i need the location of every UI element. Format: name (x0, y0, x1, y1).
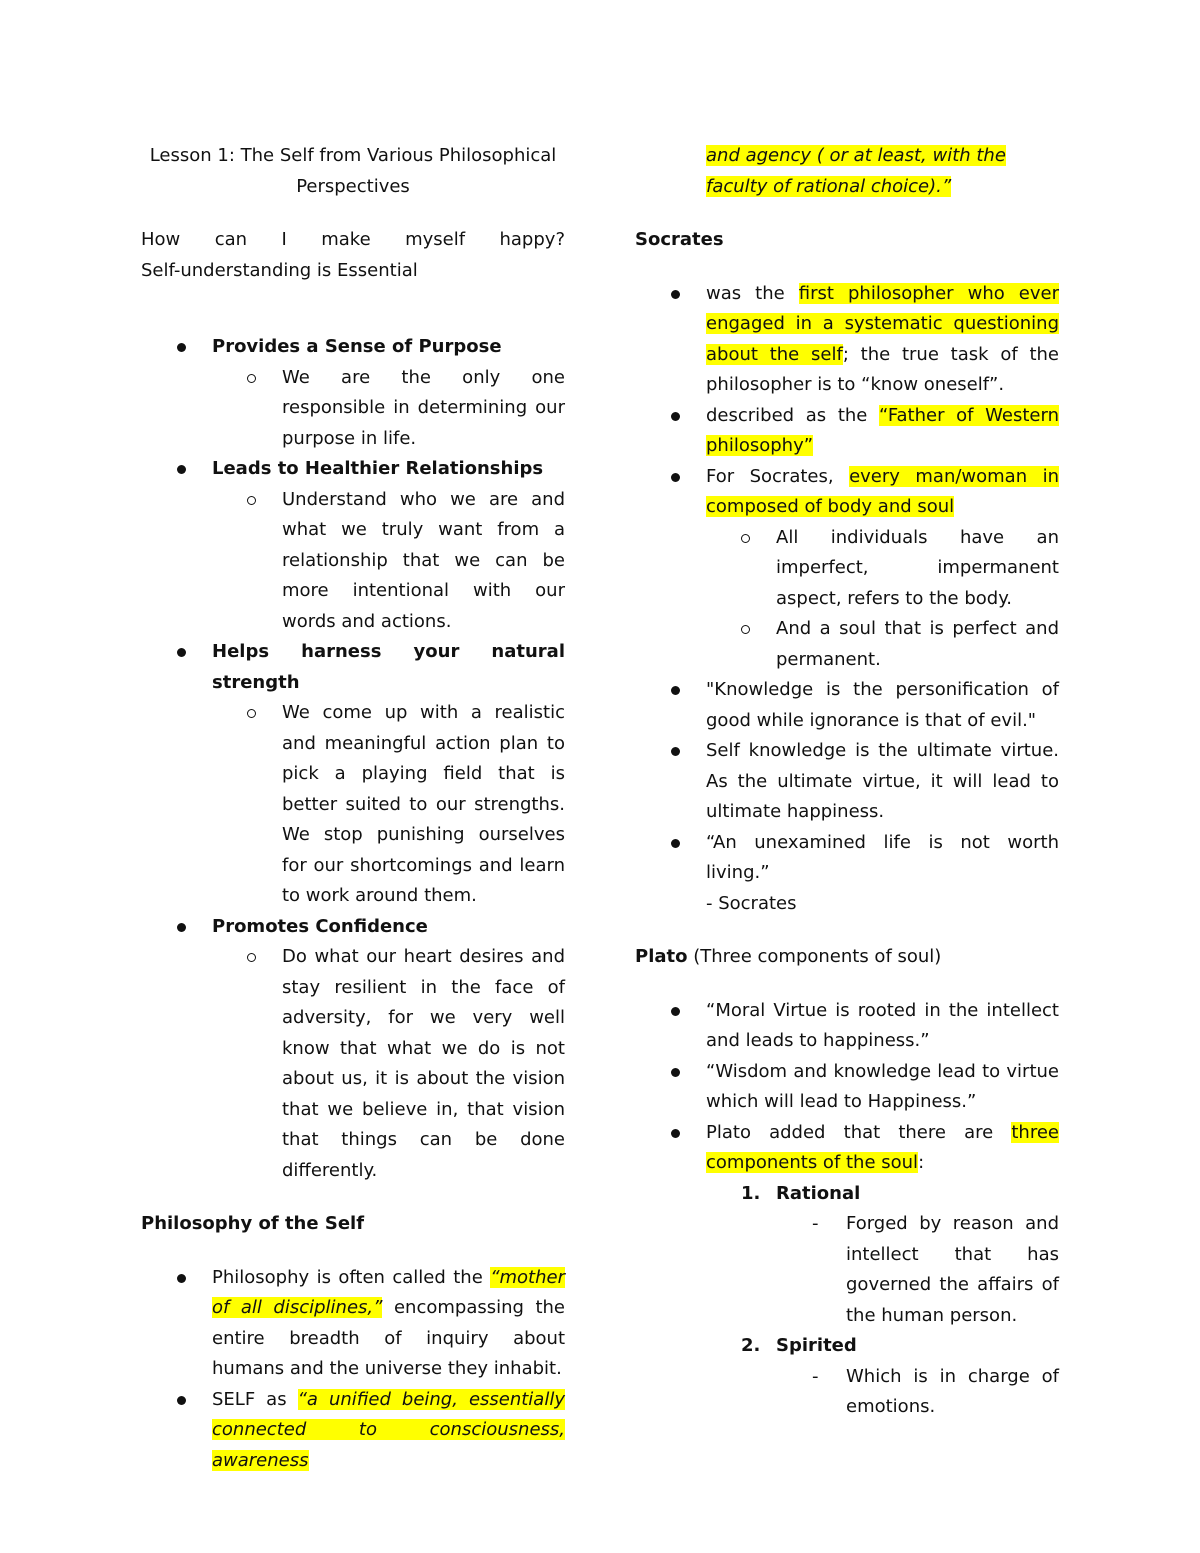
dash-bullet-icon: - (812, 1213, 819, 1234)
bullet-icon (177, 332, 186, 363)
list-item (141, 363, 565, 455)
text-segment: For Socrates, (706, 465, 850, 487)
highlighted-text: “a unified being, essentially connected to consciousness, awareness (212, 1388, 565, 1471)
text-segment: was the (706, 282, 799, 304)
bullet-icon (177, 912, 186, 943)
benefit-heading: Helps harness your natural strength (212, 641, 565, 693)
quote-text: “Moral Virtue is rooted in the intellect and leads to happiness.” (706, 999, 1059, 1051)
bullet-icon (671, 736, 680, 767)
list-item (635, 1362, 1059, 1423)
component-description: Forged by reason and intellect that has governed the affairs of the human person. (846, 1213, 1059, 1326)
bullet-icon (671, 675, 680, 706)
component-name: Spirited (776, 1335, 857, 1356)
list-item (141, 485, 565, 638)
list-item (141, 454, 565, 485)
circle-bullet-icon (247, 698, 256, 729)
highlighted-text: first philosopher who ever engaged in a systematic questioning about the self (706, 282, 1059, 365)
bullet-icon (671, 996, 680, 1027)
quote-text: "Knowledge is the personification of good while ignorance is that of evil." (706, 679, 1059, 731)
intro-statement: Self-understanding is Essential (141, 259, 418, 281)
list-item (635, 401, 1059, 462)
quote-attribution: - Socrates (706, 892, 797, 914)
heading-rest-part: (Three components of soul) (687, 946, 942, 967)
bullet-icon (177, 454, 186, 485)
list-item (635, 462, 1059, 523)
bullet-icon (671, 828, 680, 859)
continuation-text (635, 141, 1059, 202)
text-segment: encompassing the entire breadth of inquiry about humans and the universe they inhabit. (212, 1297, 565, 1379)
list-item (635, 1118, 1059, 1179)
text-segment: ; the true task of the philosopher is to “know oneself”. (706, 343, 1059, 395)
list-item (141, 912, 565, 943)
left-column (141, 141, 565, 1476)
right-column (635, 141, 1059, 1423)
benefit-heading: Promotes Confidence (212, 915, 428, 937)
list-item (141, 332, 565, 363)
list-item (635, 1209, 1059, 1331)
bullet-icon (177, 1385, 186, 1416)
list-item (141, 637, 565, 698)
section-heading: Philosophy of the Self (141, 1213, 365, 1234)
list-item (635, 1057, 1059, 1118)
bullet-icon (671, 1057, 680, 1088)
text-segment: SELF as (212, 1388, 298, 1410)
benefit-heading: Provides a Sense of Purpose (212, 336, 502, 357)
item-number: 1. (741, 1182, 761, 1204)
list-item (141, 1263, 565, 1385)
intro-question: How can I make myself happy? (141, 229, 565, 250)
item-text: Self knowledge is the ultimate virtue. As the ultimate virtue, it will lead to ultimate happiness. (706, 740, 1059, 822)
highlighted-text: “Father of Western philosophy” (706, 404, 1059, 456)
bullet-icon (671, 401, 680, 432)
bullet-icon (177, 1263, 186, 1294)
text-segment: Philosophy is often called the (212, 1266, 491, 1288)
numbered-item (635, 1179, 1059, 1210)
circle-bullet-icon (247, 942, 256, 973)
list-item (141, 1385, 565, 1477)
circle-bullet-icon (247, 485, 256, 516)
item-number: 2. (741, 1335, 761, 1356)
lesson-title: Lesson 1: The Self from Various Philosophical Perspectives (149, 145, 557, 197)
dash-bullet-icon: - (812, 1365, 819, 1387)
highlighted-text: three components of the soul (706, 1121, 1059, 1173)
list-item (635, 523, 1059, 615)
list-item (635, 614, 1059, 675)
benefit-detail: We are the only one responsible in determining our purpose in life. (282, 366, 565, 449)
highlighted-text: “mother of all disciplines,” (212, 1266, 565, 1318)
section-heading: Socrates (635, 229, 724, 250)
list-item (141, 698, 565, 912)
bullet-icon (671, 279, 680, 310)
component-description: Which is in charge of emotions. (846, 1365, 1059, 1417)
sub-item-text: All individuals have an imperfect, impermanent aspect, refers to the body. (776, 526, 1059, 609)
list-item (141, 942, 565, 1186)
highlighted-text: every man/woman in composed of body and soul (706, 465, 1059, 517)
component-name: Rational (776, 1182, 861, 1204)
list-item (635, 736, 1059, 828)
sub-item-text: And a soul that is perfect and permanent. (776, 618, 1059, 670)
list-item (635, 279, 1059, 401)
quote-text: “Wisdom and knowledge lead to virtue which will lead to Happiness.” (706, 1060, 1059, 1112)
highlighted-text: and agency ( or at least, with the faculty of rational choice).” (706, 145, 1006, 197)
circle-bullet-icon (247, 363, 256, 394)
list-item (635, 675, 1059, 736)
quote-text: “An unexamined life is not worth living.” (706, 831, 1059, 883)
text-segment: Plato added that there are (706, 1121, 1012, 1143)
benefit-detail: We come up with a realistic and meaningful action plan to pick a playing field that is better suited to our strengths. We stop punishing ourselves for our shortcomings and learn to work around them. (282, 702, 565, 906)
section-heading (635, 942, 1059, 973)
benefit-detail: Understand who we are and what we truly want from a relationship that we can be more intentional with our words and actions. (282, 488, 565, 632)
benefits-list (141, 332, 565, 1186)
numbered-item (635, 1331, 1059, 1362)
bullet-icon (671, 1118, 680, 1149)
text-segment: described as the (706, 404, 880, 426)
bullet-icon (177, 637, 186, 668)
benefit-heading: Leads to Healthier Relationships (212, 458, 544, 479)
text-segment: : (918, 1152, 925, 1173)
bullet-icon (671, 462, 680, 493)
circle-bullet-icon (741, 614, 750, 645)
benefit-detail: Do what our heart desires and stay resilient in the face of adversity, for we very well know that what we do is not about us, it is about the vision that we believe in, that vision that things can be done differently. (282, 946, 565, 1181)
heading-bold-part: Plato (635, 946, 688, 967)
list-item (635, 996, 1059, 1057)
circle-bullet-icon (741, 523, 750, 554)
list-item (635, 828, 1059, 920)
